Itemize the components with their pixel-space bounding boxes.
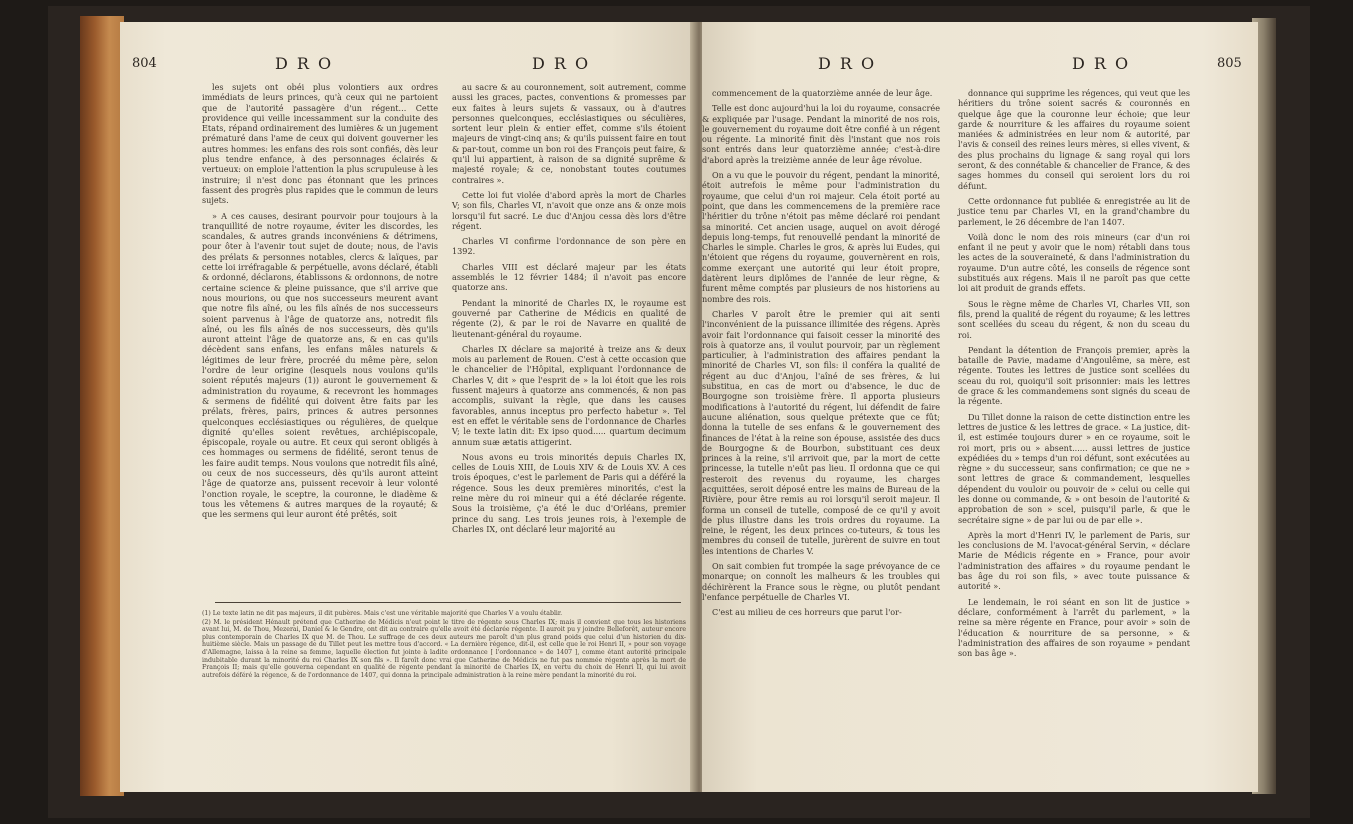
text-column-2 — [958, 88, 1190, 663]
paragraph: Nous avons eu trois minorités depuis Charles IX, celles de Louis XIII, de Louis XIV & de Louis XV. A ces trois époques, c'est le parlement de Paris qui a déféré la régence. Sous les deux premières minorités, c'est la reine mère du roi mineur qui a été déclarée régente. Sous la troisième, ç'a été le duc d'Orléans, premier prince du sang. Les trois jeunes rois, à l'exemple de Charles IX, ont déclaré leur majorité au — [452, 451, 686, 534]
running-head: D R O — [1072, 54, 1131, 73]
paragraph: (2) M. le président Hénault prétend que Catherine de Médicis n'eut point le titre de régente sous Charles IX; mais il convient que tous les historiens avant lui, M. de Thou, Mezerai, Daniel & le Gendre, ont dit au contraire qu'elle avoit été déclarée régente. Il auroit pu y joindre Belleforêt, auteur encore plus contemporain de Charles IX que M. de Thou. Le suffrage de ces deux auteurs me paroît d'un plus grand poids que celui d'un historien du dix-huitième siècle. Mais un passage de du Tillet peut les mettre tous d'accord. « La dernière régence, dit-il, est celle que le roi Henri II, » pour son voyage d'Allemagne, laissa à la reine sa femme, laquelle élection fut jointe à ladite ordonnance [ l'ordonnance » de 1407 ], comme étant autorité principale indubitable durant la minorité du roi Charles IX son fils ». Il faroît donc vrai que Catherine de Médicis ne fut pas nommée régente après la mort de François II; mais qu'elle gouverna cependant en qualité de régente pendant la minorité de Charles IX, en vertu du choix de Henri II, qui lui avoit autrefois déféré la régence, & de l'ordonnance de 1407, qui donna la principale administration à la reine mère pendant la minorité du roi. — [202, 618, 686, 679]
footnotes — [202, 610, 686, 680]
paragraph: au sacre & au couronnement, soit autrement, comme aussi les graces, pactes, conventions & promesses par eux faites à leurs sujets & vassaux, ou à d'autres personnes quelconques, ecclésiastiques ou séculières, sortent leur plein & entier effet, comme s'ils étoient majeurs de vingt-cinq ans; & qu'ils puissent faire en tout & par-tout, comme un bon roi des François peut faire, & qu'il lui appartient, à raison de sa dignité suprême & majesté royale; & ce, nonobstant toutes coutumes contraires ». — [452, 82, 686, 185]
paragraph: On sait combien fut trompée la sage prévoyance de ce monarque; on connoît les malheurs & les troubles qui déchirèrent la France sous le règne, ou plutôt pendant l'enfance perpétuelle de Charles VI. — [702, 561, 940, 602]
left-page — [120, 22, 697, 792]
running-head: D R O — [818, 54, 877, 73]
paragraph: donnance qui supprime les régences, qui veut que les héritiers du trône soient sacrés & couronnés en quelque âge que la couronne leur échoie; que leur garde & nourriture & les affaires du royaume soient maniées & administrées en leur nom & autorité, par l'avis & conseil des reines leurs mères, si elles vivent, & des plus prochains du lignage & sang royal qui lors seront, & des connétable & chancelier de France, & des sages hommes du conseil qui seroient lors du roi défunt. — [958, 88, 1190, 191]
footnote-rule — [215, 602, 681, 603]
text-column-1 — [202, 82, 438, 524]
paragraph: commencement de la quatorzième année de leur âge. — [712, 88, 933, 98]
text-column-2 — [452, 82, 686, 539]
paragraph: Cette ordonnance fut publiée & enregistrée au lit de justice tenu par Charles VI, en la grand'chambre du parlement, le 26 décembre de l'an 1407. — [958, 195, 1190, 227]
paragraph: (1) Le texte latin ne dit pas majeurs, il dit pubères. Mais c'est une véritable majorité que Charles V a voulu établir. — [202, 610, 563, 617]
running-head: D R O — [275, 54, 334, 73]
paragraph: les sujets ont obéi plus volontiers aux ordres immédiats de leurs princes, qu'à ceux qui ne partoient que de l'autorité passagère d'un régent... Cette providence qui veille incessamment sur la conduite des Etats, répand ordinairement des lumières & un jugement prématuré dans l'ame de ceux qui doivent gouverner les autres hommes: les enfans des rois sont confiés, dès leur plus tendre enfance, à des personnages éclairés & vertueux: on emploie l'attention la plus scrupuleuse à les instruire; il n'est donc pas étonnant que les princes fassent des progrès plus rapides que le commun de leurs sujets. — [202, 82, 438, 206]
paragraph: Pendant la détention de François premier, après la bataille de Pavie, madame d'Angoulême, sa mère, est régente. Toutes les lettres de justice sont scellées du sceau du roi, quoiqu'il soit prisonnier: mais les lettres de grace & les commandemens sont signés du sceau de la régente. — [958, 344, 1190, 407]
paragraph: On a vu que le pouvoir du régent, pendant la minorité, étoit autrefois le même pour l'administration du royaume, que celui d'un roi majeur. Cela étoit porté au point, que dans les commencemens de la première race l'héritier du trône n'étoit pas même déclaré roi pendant sa minorité. Cet ancien usage, auquel on avoit dérogé depuis long-temps, fut renouvellé pendant la minorité de Charles le simple. Charles le gros, & après lui Eudes, qui n'étoient que régens du royaume, gouvernèrent en rois, comme exerçant une autorité qui leur étoit propre, datèrent leurs diplômes de l'année de leur règne, & furent même comptés par plusieurs de nos historiens au nombre des rois. — [702, 170, 940, 304]
page-number: 805 — [1217, 56, 1242, 71]
paragraph: Pendant la minorité de Charles IX, le royaume est gouverné par Catherine de Médicis en qualité de régente (2), & par le roi de Navarre en qualité de lieutenant-général du royaume. — [452, 297, 686, 339]
paragraph: Charles V paroît être le premier qui ait senti l'inconvénient de la puissance illimitée des régens. Après avoir fait l'ordonnance qui faisoit cesser la minorité des rois à quatorze ans, il voulut pourvoir, par un règlement particulier, à l'administration des affaires pendant la minorité de Charles VI, son fils: il conféra la qualité de régent au duc d'Anjou, l'aîné de ses frères, & lui substitua, en cas de mort ou d'absence, le duc de Bourgogne son troisième frère. Il apporta plusieurs modifications à l'autorité du régent, lui défendit de faire aucune aliénation, sous quelque prétexte que ce fût; donna la tutelle de ses enfans & le gouvernement des finances de l'état à la reine son épouse, assistée des ducs de Bourgogne & de Bourbon, substituant ces deux princes à la reine, s'il arrivoit que, par la mort de cette princesse, la tutelle n'eût pas lieu. Il ordonna que ce qui resteroit des revenus du royaume, les charges acquittées, seroit déposé entre les mains de Bureau de la Rivière, pour être remis au roi lorsqu'il seroit majeur. Il forma un conseil de tutelle, composé de ce qu'il y avoit de plus illustre dans les trois ordres du royaume. La reine, le régent, les deux princes co-tuteurs, & tous les membres du conseil de tutelle, jurèrent de suivre en tout les intentions de Charles V. — [702, 308, 940, 556]
paragraph: Sous le règne même de Charles VI, Charles VII, son fils, prend la qualité de régent du royaume; & les lettres sont scellées du sceau du régent, & non du sceau du roi. — [958, 298, 1190, 340]
book-cover-edge — [80, 16, 124, 796]
paragraph: Telle est donc aujourd'hui la loi du royaume, consacrée & expliquée par l'usage. Pendant la minorité de nos rois, le gouvernement du royaume doit être confié à un régent ou régente. La minorité finit dès l'instant que nos rois sont entrés dans leur quatorzième année; c'est-à-dire d'abord après la treizième année de leur âge révolue. — [702, 103, 940, 165]
paragraph: Charles VIII est déclaré majeur par les états assemblés le 12 février 1484; il n'avoit pas encore quatorze ans. — [452, 261, 686, 293]
right-page — [702, 22, 1258, 792]
paragraph: Charles IX déclare sa majorité à treize ans & deux mois au parlement de Rouen. C'est à cette occasion que le chancelier de l'Hôpital, expliquant l'ordonnance de Charles V, dit » que l'esprit de » la loi étoit que les rois fussent majeurs à quatorze ans commencés, & non pas accomplis, suivant la règle, que dans les causes favorables, annus inceptus pro perfecto habetur ». Tel est en effet le véritable sens de l'ordonnance de Charles V; le texte latin dit: Ex ipso quod..... quartum decimum annum suæ ætatis attigerint. — [452, 343, 686, 447]
paragraph: Après la mort d'Henri IV, le parlement de Paris, sur les conclusions de M. l'avocat-général Servin, « déclare Marie de Médicis régente en » France, pour avoir l'administration des affaires » du royaume pendant le bas âge du roi son fils, » avec toute puissance & autorité ». — [958, 529, 1190, 592]
paragraph: Du Tillet donne la raison de cette distinction entre les lettres de justice & les lettres de grace. « La justice, dit-il, est estimée toujours durer » en ce royaume, soit le roi mort, pris ou » absent...... aussi lettres de justice expédiées du » temps d'un roi défunt, sont exécutées au règne » du successeur, sans confirmation; ce que ne » sont lettres de grace & commandement, lesquelles dépendent du vouloir ou pouvoir de » celui ou celle qui les donne ou commande, & » ont besoin de l'autorité & approbation de son » scel, puisqu'il parle, & que le secrétaire signe » de par lui ou de par elle ». — [958, 411, 1190, 525]
text-column-1 — [702, 88, 940, 623]
paragraph: C'est au milieu de ces horreurs que parut l'or- — [712, 607, 902, 618]
page-number: 804 — [132, 56, 157, 71]
paragraph: Voilà donc le nom des rois mineurs (car d'un roi enfant il ne peut y avoir que le nom) rétabli dans tous les actes de la souveraineté, & dans l'administration du royaume. D'un autre côté, les conseils de régence sont substitués aux régens. Mais il ne paroît pas que cette loi ait produit de grands effets. — [958, 231, 1190, 294]
paragraph: » A ces causes, desirant pourvoir pour toujours à la tranquillité de notre royaume, éviter les discordes, les scandales, & autres grands inconvéniens & détrimens, pour ôter à l'avenir tout sujet de doute; nous, de l'avis des prélats & personnes notables, clercs & laïques, par cette loi irréfragable & perpétuelle, avons déclaré, établi & ordonné, déclarons, établissons & ordonnons, de notre certaine science & pleine puissance, que s'il arrive que nous mourions, ou que nos successeurs meurent avant que notre fils aîné, ou les fils aînés de nos successeurs soient parvenus à l'âge de quatorze ans, notredit fils aîné, ou les fils aînés de nos successeurs, dès qu'ils auront atteint l'âge de quatorze ans, & en cas qu'ils décèdent sans enfans, les enfans mâles naturels & légitimes de leur frère, procréé du même père, selon l'ordre de leur origine (lesquels nous voulons qu'ils soient réputés majeurs (1)) auront le gouvernement & administration du royaume, & recevront les hommages & sermens de fidélité qui doivent être faits par les prélats, frères, pairs, princes & autres personnes quelconques ecclésiastiques ou régulières, de quelque dignité qu'elles soient revêtues, archiépiscopale, épiscopale, royale ou autre. Et ceux qui seront obligés à ces hommages ou sermens de fidélité, seront tenus de les faire audit temps. Nous voulons que notredit fils aîné, ou ceux de nos successeurs, dès qu'ils auront atteint l'âge de quatorze ans, puissent recevoir à leur volonté l'onction royale, le sceptre, la couronne, le diadème & tous les vêtemens & autres marques de la royauté; & que les sermens qui leur auront été prêtés, soit — [202, 210, 438, 520]
paragraph: Charles VI confirme l'ordonnance de son père en 1392. — [452, 236, 686, 257]
paragraph: Cette loi fut violée d'abord après la mort de Charles V; son fils, Charles VI, n'avoit que onze ans & onze mois lorsqu'il fut sacré. Le duc d'Anjou cessa dès lors d'être régent. — [452, 189, 686, 231]
running-head: D R O — [532, 54, 591, 73]
paragraph: Le lendemain, le roi séant en son lit de justice » déclare, conformément à l'arrêt du parlement, » la reine sa mère régente en France, pour avoir » soin de l'éducation & nourriture de sa personne, » & l'administration des affaires de son royaume » pendant son bas âge ». — [958, 596, 1190, 659]
